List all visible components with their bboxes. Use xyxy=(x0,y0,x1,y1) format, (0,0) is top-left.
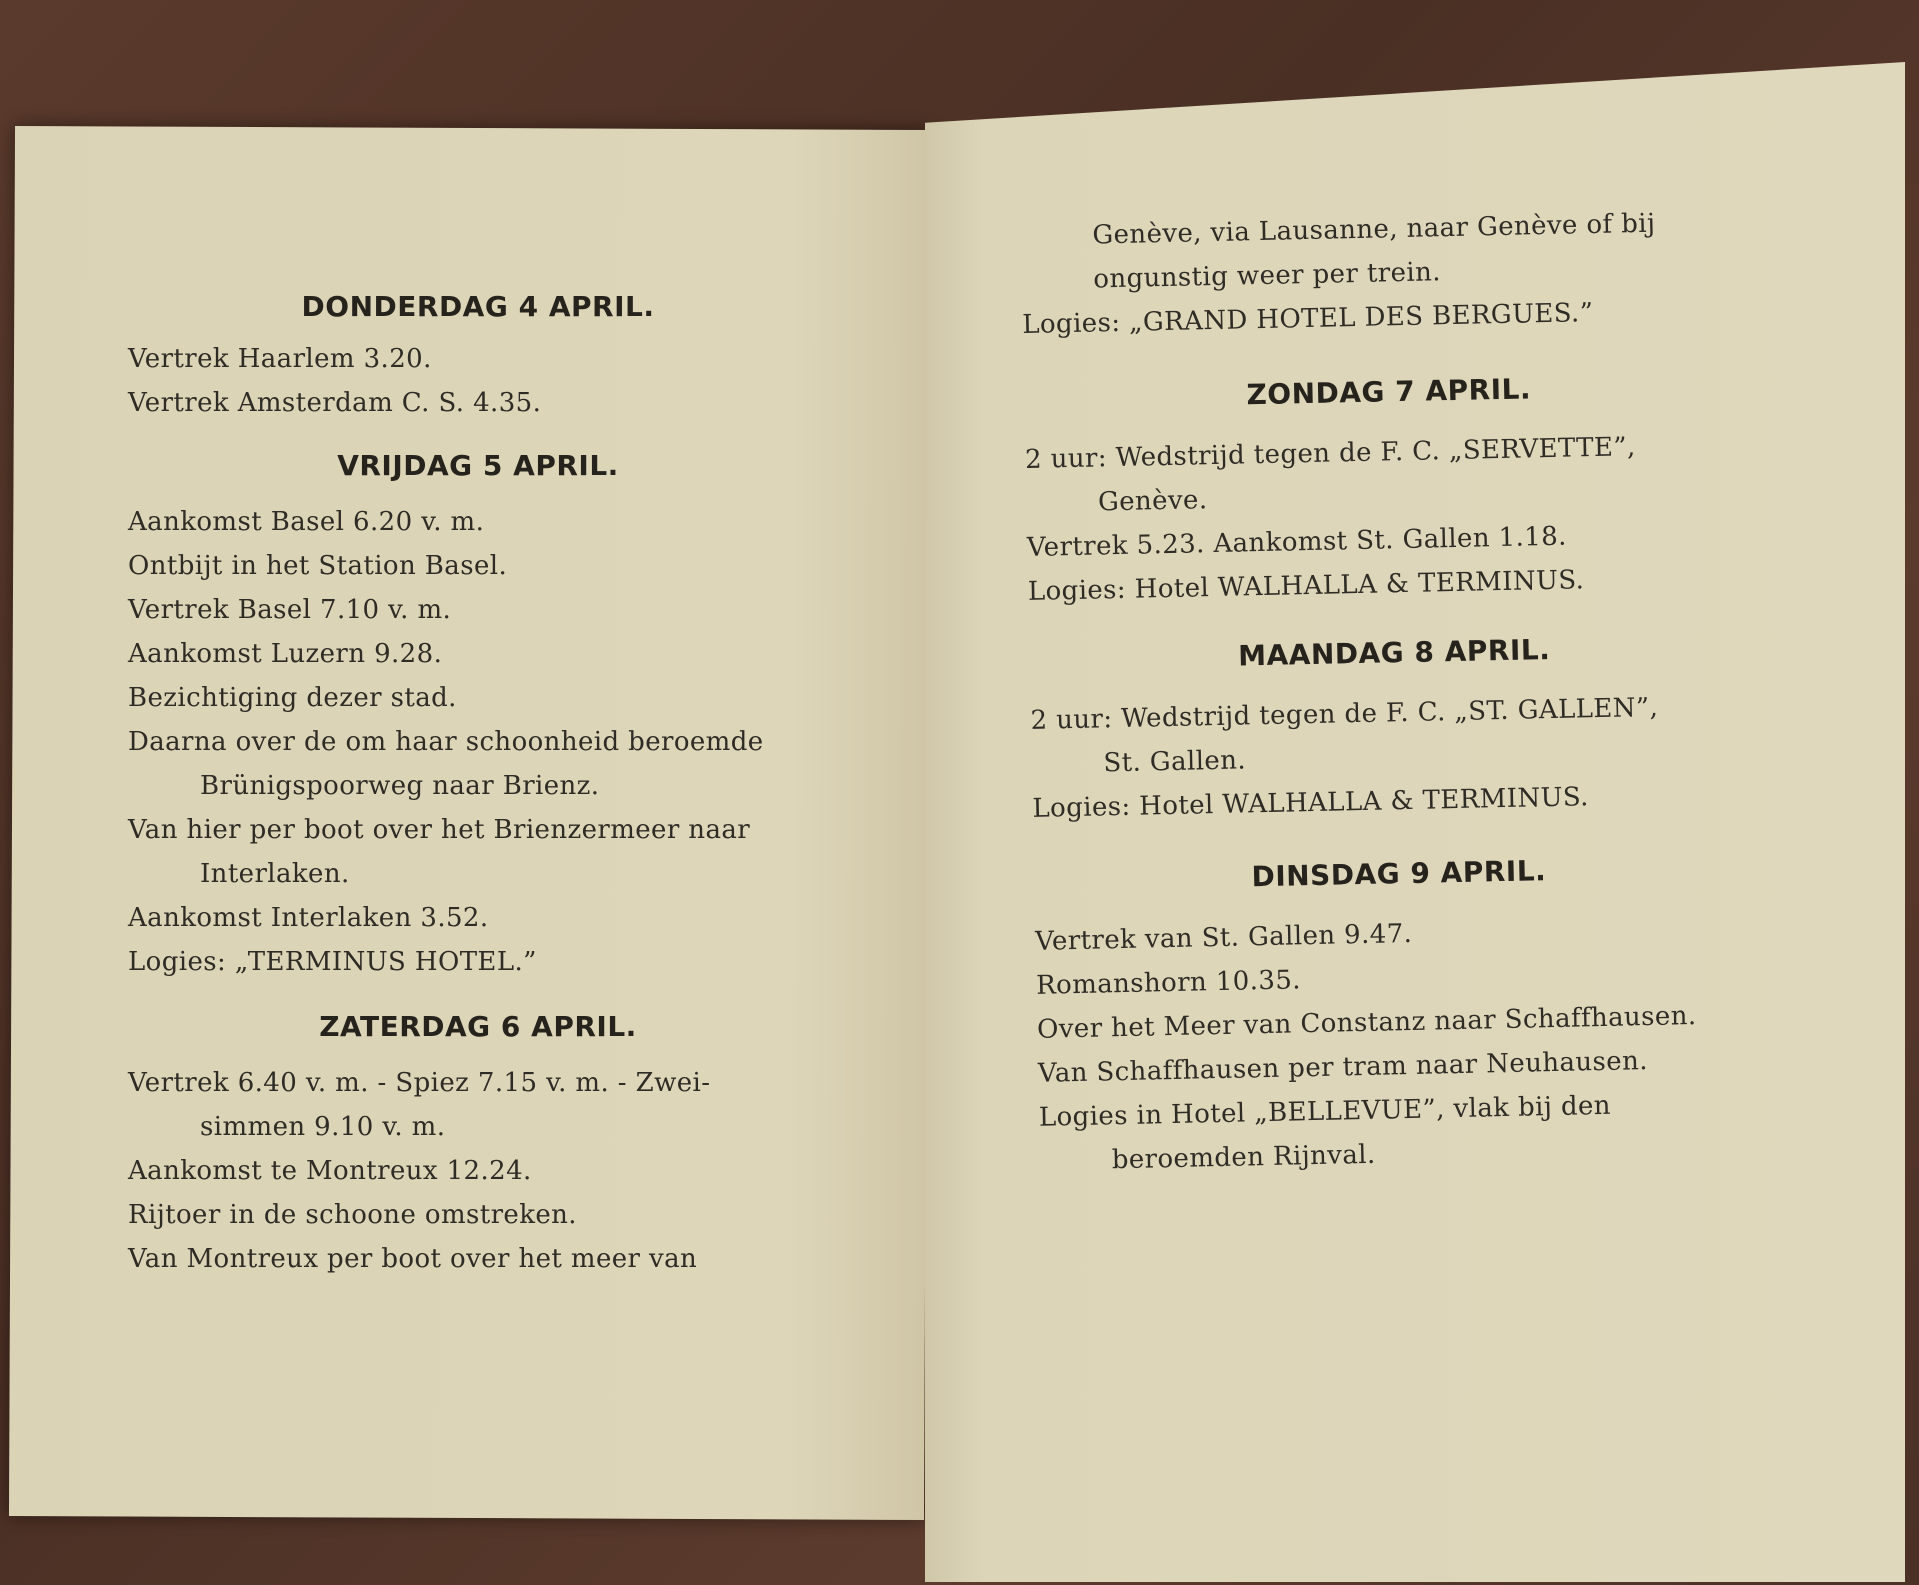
itinerary-line: Genève. xyxy=(1097,485,1208,518)
day-heading-saturday: ZATERDAG 6 APRIL. xyxy=(319,1010,637,1043)
itinerary-line: Interlaken. xyxy=(200,859,350,889)
itinerary-line: Vertrek 6.40 v. m. - Spiez 7.15 v. m. - Zwei- xyxy=(128,1068,711,1098)
itinerary-line: simmen 9.10 v. m. xyxy=(200,1112,446,1142)
itinerary-line: Vertrek Haarlem 3.20. xyxy=(128,344,432,374)
itinerary-line: St. Gallen. xyxy=(1103,745,1247,779)
itinerary-line: Vertrek Basel 7.10 v. m. xyxy=(128,595,452,625)
itinerary-line: Aankomst Luzern 9.28. xyxy=(128,639,443,669)
itinerary-line: Logies: „TERMINUS HOTEL.” xyxy=(128,947,537,977)
itinerary-line: Bezichtiging dezer stad. xyxy=(128,683,457,713)
itinerary-line: 2 uur: Wedstrijd tegen de F. C. „ST. GALLEN”, xyxy=(1030,692,1659,736)
itinerary-line: Logies: Hotel WALHALLA & TERMINUS. xyxy=(1027,565,1585,607)
itinerary-line: Romanshorn 10.35. xyxy=(1035,965,1302,1001)
itinerary-line: beroemden Rijnval. xyxy=(1111,1139,1376,1176)
itinerary-line: Van Schaffhausen per tram naar Neuhausen. xyxy=(1037,1046,1649,1089)
day-heading-sunday: ZONDAG 7 APRIL. xyxy=(1246,372,1532,412)
itinerary-line: Vertrek 5.23. Aankomst St. Gallen 1.18. xyxy=(1026,521,1568,563)
day-heading-friday: VRIJDAG 5 APRIL. xyxy=(337,449,619,482)
itinerary-line: Genève, via Lausanne, naar Genève of bij xyxy=(1092,208,1656,251)
day-heading-monday: MAANDAG 8 APRIL. xyxy=(1237,632,1551,673)
itinerary-line: Aankomst Interlaken 3.52. xyxy=(128,903,489,933)
itinerary-line: Daarna over de om haar schoonheid beroemde xyxy=(128,727,764,757)
itinerary-line: Rijtoer in de schoone omstreken. xyxy=(128,1200,577,1230)
itinerary-line: Logies: „GRAND HOTEL DES BERGUES.” xyxy=(1021,298,1594,340)
day-heading-thursday: DONDERDAG 4 APRIL. xyxy=(301,290,655,323)
itinerary-line: Aankomst Basel 6.20 v. m. xyxy=(128,507,485,537)
itinerary-line: Logies: Hotel WALHALLA & TERMINUS. xyxy=(1032,782,1590,824)
day-heading-tuesday: DINSDAG 9 APRIL. xyxy=(1251,854,1547,894)
itinerary-line: ongunstig weer per trein. xyxy=(1093,257,1442,295)
right-column xyxy=(1020,200,1770,1184)
itinerary-line: Logies in Hotel „BELLEVUE”, vlak bij den xyxy=(1038,1090,1612,1133)
itinerary-line: Ontbijt in het Station Basel. xyxy=(128,551,508,581)
itinerary-line: Vertrek van St. Gallen 9.47. xyxy=(1034,918,1413,957)
itinerary-line: Aankomst te Montreux 12.24. xyxy=(128,1156,532,1186)
itinerary-line: 2 uur: Wedstrijd tegen de F. C. „SERVETTE”, xyxy=(1024,432,1636,475)
left-column xyxy=(128,160,828,1281)
itinerary-line: Van Montreux per boot over het meer van xyxy=(128,1244,698,1274)
itinerary-line: Van hier per boot over het Brienzermeer naar xyxy=(128,815,751,845)
itinerary-line: Brünigspoorweg naar Brienz. xyxy=(200,771,600,801)
itinerary-line: Vertrek Amsterdam C. S. 4.35. xyxy=(128,388,542,418)
itinerary-line: Over het Meer van Constanz naar Schaffhausen. xyxy=(1036,1001,1697,1045)
